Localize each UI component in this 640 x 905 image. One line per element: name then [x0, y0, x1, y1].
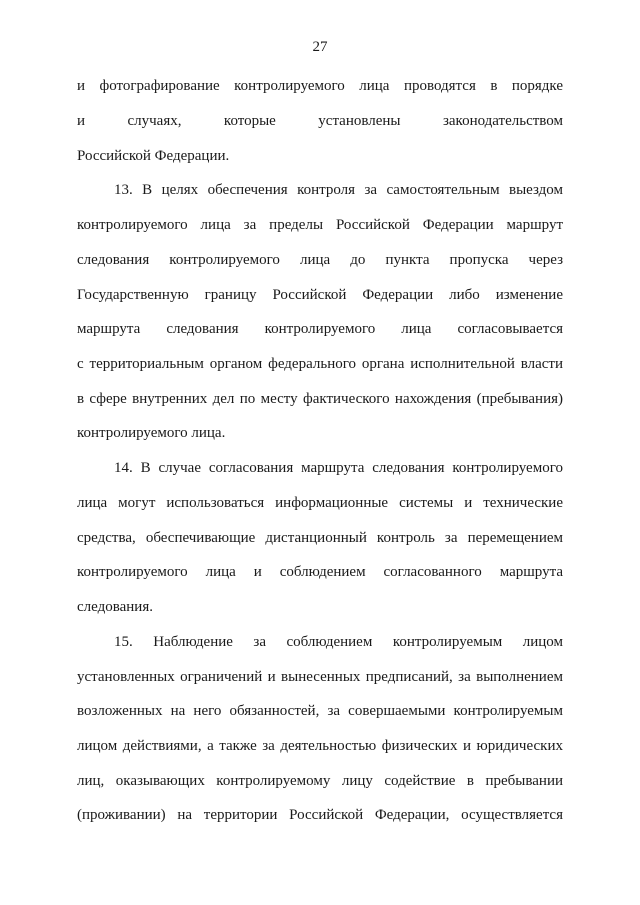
text-line: установленных ограничений и вынесенных предписаний, за выполнением: [77, 669, 563, 685]
text-line: лица могут использоваться информационные системы и технические: [77, 495, 563, 511]
text-line: с территориальным органом федерального органа исполнительной власти: [77, 356, 563, 372]
text-line: 15. Наблюдение за соблюдением контролируемым лицом: [114, 634, 563, 650]
text-line: лицом действиями, а также за деятельностью физических и юридических: [77, 738, 563, 754]
text-line: контролируемого лица и соблюдением согласованного маршрута: [77, 564, 563, 580]
text-line: Российской Федерации.: [77, 148, 230, 164]
text-line: маршрута следования контролируемого лица согласовывается: [77, 321, 563, 337]
text-line: следования.: [77, 599, 153, 615]
text-line: 14. В случае согласования маршрута следования контролируемого: [114, 460, 563, 476]
text-line: средства, обеспечивающие дистанционный контроль за перемещением: [77, 530, 563, 546]
text-line: лиц, оказывающих контролируемому лицу содействие в пребывании: [77, 773, 563, 789]
text-line: (проживании) на территории Российской Федерации, осуществляется: [77, 807, 563, 823]
page-number: 27: [312, 39, 328, 55]
text-line: контролируемого лица.: [77, 425, 226, 441]
text-line: следования контролируемого лица до пункта пропуска через: [77, 252, 563, 268]
text-line: возложенных на него обязанностей, за совершаемыми контролируемым: [77, 703, 563, 719]
text-line: и случаях, которые установлены законодательством: [77, 113, 563, 129]
text-line: Государственную границу Российской Федерации либо изменение: [77, 287, 563, 303]
text-line: 13. В целях обеспечения контроля за самостоятельным выездом: [114, 182, 563, 198]
text-line: контролируемого лица за пределы Российской Федерации маршрут: [77, 217, 563, 233]
text-line: и фотографирование контролируемого лица проводятся в порядке: [77, 78, 563, 94]
text-line: в сфере внутренних дел по месту фактического нахождения (пребывания): [77, 391, 563, 407]
